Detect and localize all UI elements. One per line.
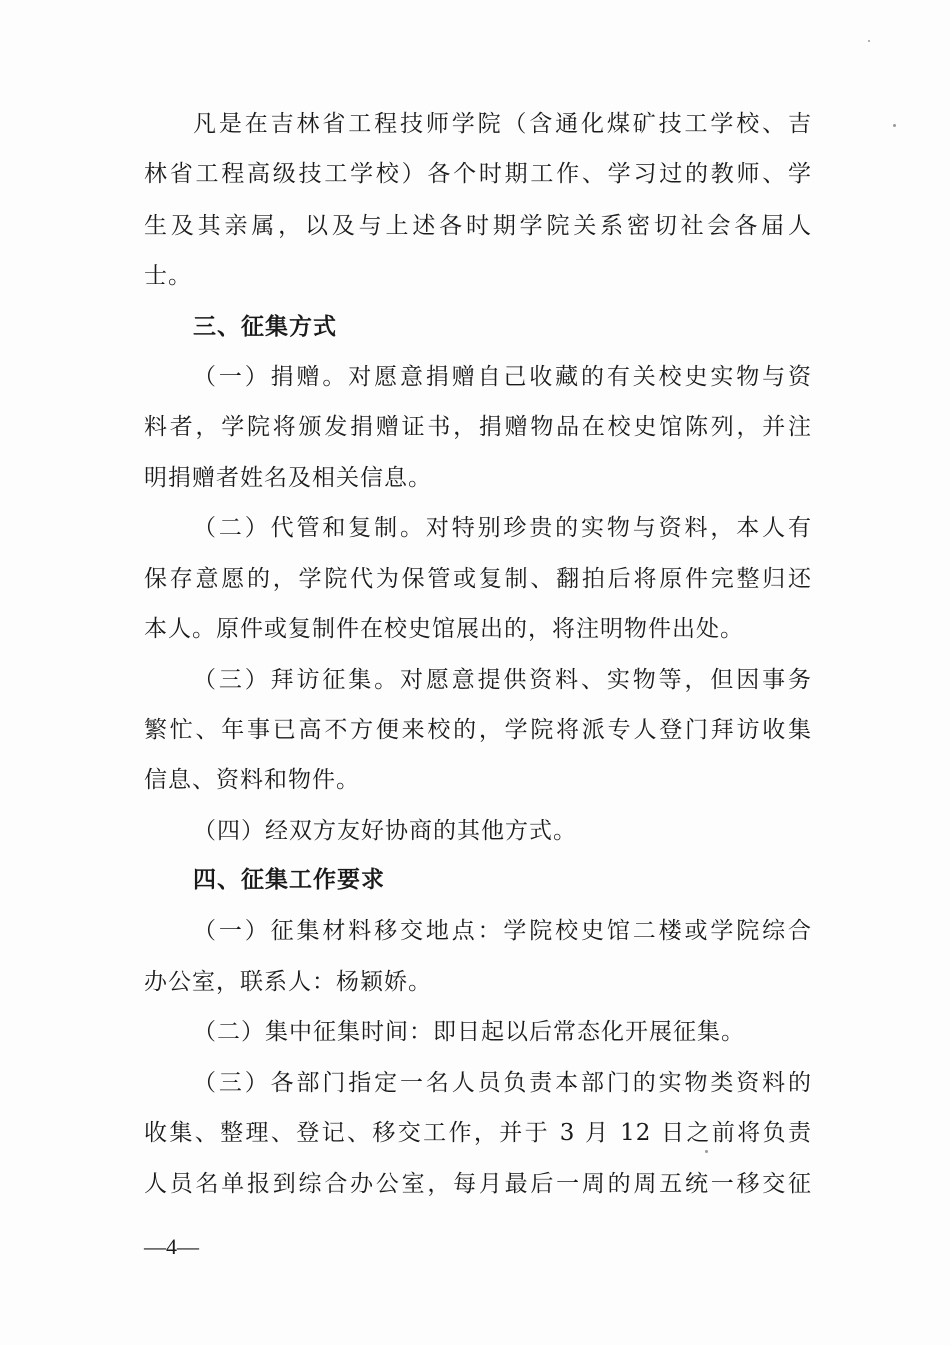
paragraph-line: （三）拜访征集。对愿意提供资料、实物等，但因事务: [193, 667, 812, 693]
paragraph-line: 士。: [144, 263, 192, 289]
page-number: —4—: [144, 1234, 199, 1259]
paragraph-line: （二）代管和复制。对特别珍贵的实物与资料，本人有: [193, 515, 812, 541]
paragraph-line: （四）经双方友好协商的其他方式。: [193, 818, 577, 844]
paragraph-line: 本人。原件或复制件在校史馆展出的，将注明物件出处。: [144, 616, 744, 642]
paragraph-line: 信息、资料和物件。: [144, 767, 360, 793]
scan-speck: [893, 124, 896, 127]
paragraph-line: 繁忙、年事已高不方便来校的，学院将派专人登门拜访收集: [144, 717, 812, 743]
scan-speck: [868, 40, 870, 42]
scan-speck: [705, 1150, 708, 1153]
paragraph-line: （一）征集材料移交地点：学院校史馆二楼或学院综合: [193, 918, 812, 944]
paragraph-line: 人员名单报到综合办公室，每月最后一周的周五统一移交征: [144, 1171, 812, 1197]
paragraph-line: 保存意愿的，学院代为保管或复制、翻拍后将原件完整归还: [144, 566, 812, 592]
paragraph-line: 收集、整理、登记、移交工作，并于 3 月 12 日之前将负责: [144, 1120, 812, 1146]
paragraph-line: 明捐赠者姓名及相关信息。: [144, 465, 432, 491]
paragraph-line: （二）集中征集时间：即日起以后常态化开展征集。: [193, 1019, 745, 1045]
paragraph-line: （一）捐赠。对愿意捐赠自己收藏的有关校史实物与资: [193, 364, 812, 390]
section-heading: 三、征集方式: [193, 314, 337, 340]
paragraph-line: 林省工程高级技工学校）各个时期工作、学习过的教师、学: [144, 161, 812, 187]
paragraph-line: 生及其亲属，以及与上述各时期学院关系密切社会各届人: [144, 213, 812, 239]
paragraph-line: 凡是在吉林省工程技师学院（含通化煤矿技工学校、吉: [193, 111, 812, 137]
section-heading: 四、征集工作要求: [193, 867, 385, 893]
paragraph-line: 料者，学院将颁发捐赠证书，捐赠物品在校史馆陈列，并注: [144, 414, 812, 440]
paragraph-line: 办公室，联系人：杨颖娇。: [144, 969, 432, 995]
paragraph-line: （三）各部门指定一名人员负责本部门的实物类资料的: [193, 1070, 812, 1096]
